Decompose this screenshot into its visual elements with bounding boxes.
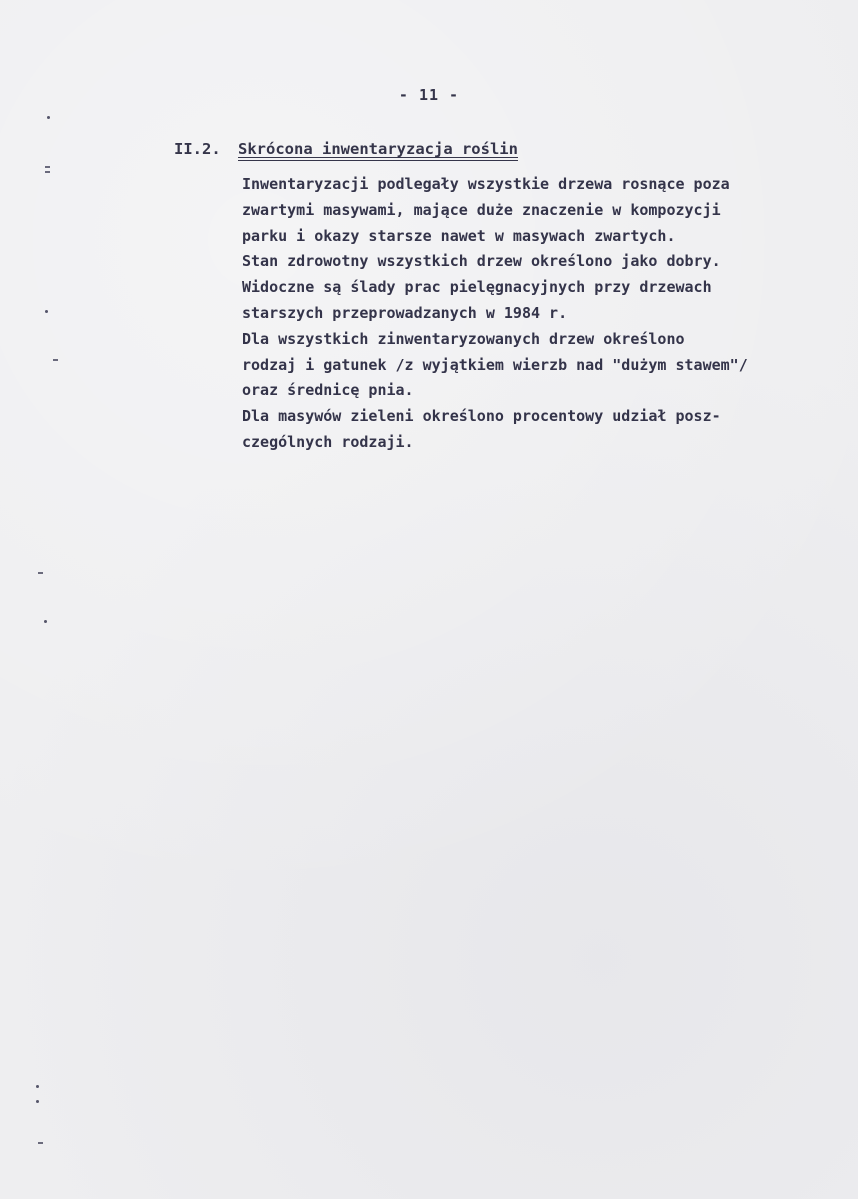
text-line: zwartymi masywami, mające duże znaczenie w kompozycji (242, 200, 721, 219)
text-line: Dla wszystkich zinwentaryzowanych drzew określono (242, 329, 685, 348)
margin-mark (45, 171, 50, 173)
section-number: II.2. (174, 140, 221, 158)
margin-mark (45, 310, 48, 313)
margin-mark (44, 620, 47, 623)
text-line: rodzaj i gatunek /z wyjątkiem wierzb nad "dużym stawem"/ (242, 355, 748, 374)
text-line: starszych przeprowadzanych w 1984 r. (242, 303, 568, 322)
margin-mark (53, 359, 58, 361)
text-line: Inwentaryzacji podlegały wszystkie drzewa rosnące poza (242, 175, 730, 193)
margin-mark (36, 1100, 39, 1103)
text-line: Widoczne są ślady prac pielęgnacyjnych przy drzewach (242, 278, 712, 297)
page-number: - 11 - (398, 86, 460, 104)
margin-mark (38, 572, 43, 574)
text-line: Dla masywów zieleni określono procentowy udział posz- (242, 407, 721, 426)
margin-mark (38, 1142, 43, 1144)
margin-mark (47, 116, 50, 119)
text-line: czególnych rodzaji. (242, 432, 414, 451)
section-heading (174, 140, 518, 158)
text-line: oraz średnicę pnia. (242, 381, 414, 400)
margin-mark (45, 166, 50, 168)
text-line: Stan zdrowotny wszystkich drzew określono jako dobry. (242, 252, 721, 271)
margin-mark (36, 1085, 39, 1088)
text-line: parku i okazy starsze nawet w masywach zwartych. (242, 226, 676, 245)
section-title: Skrócona inwentaryzacja roślin (238, 140, 518, 158)
section-body (242, 172, 842, 456)
